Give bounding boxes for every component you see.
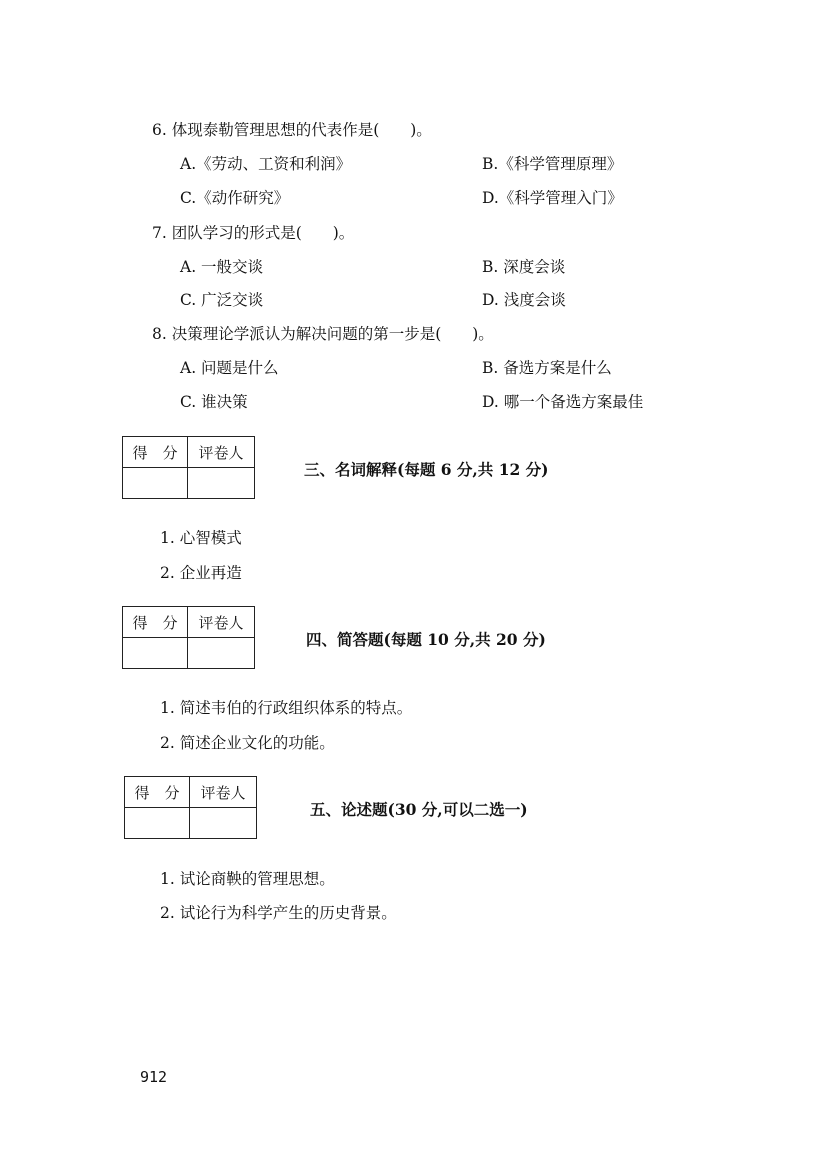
question-6-option-a: A.《劳动、工资和利润》	[180, 155, 352, 173]
section-3-title: 三、名词解释(每题 6 分,共 12 分)	[304, 460, 549, 479]
page-number: 912	[140, 1068, 168, 1086]
section-5-item-1: 1. 试论商鞅的管理思想。	[160, 870, 335, 888]
grader-label: 评卷人	[188, 607, 255, 638]
question-7-option-c: C. 广泛交谈	[180, 291, 264, 309]
question-7-option-b: B. 深度会谈	[482, 258, 566, 276]
section-4-title: 四、简答题(每题 10 分,共 20 分)	[306, 630, 546, 649]
question-7-option-a: A. 一般交谈	[180, 258, 264, 276]
score-label: 得 分	[123, 607, 188, 638]
question-7-stem: 7. 团队学习的形式是( )。	[152, 224, 355, 242]
grader-cell[interactable]	[190, 808, 257, 839]
question-6-option-d: D.《科学管理入门》	[482, 189, 623, 207]
section-5-title: 五、论述题(30 分,可以二选一)	[310, 800, 528, 819]
question-8-option-d: D. 哪一个备选方案最佳	[482, 393, 644, 411]
question-8-option-b: B. 备选方案是什么	[482, 359, 612, 377]
grader-cell[interactable]	[188, 638, 255, 669]
section-4-item-1: 1. 简述韦伯的行政组织体系的特点。	[160, 699, 413, 717]
question-7-option-d: D. 浅度会谈	[482, 291, 566, 309]
section-5-item-2: 2. 试论行为科学产生的历史背景。	[160, 904, 397, 922]
score-box-section-3	[122, 436, 255, 499]
question-8-option-c: C. 谁决策	[180, 393, 248, 411]
question-8-option-a: A. 问题是什么	[180, 359, 279, 377]
score-label: 得 分	[123, 437, 188, 468]
score-box-section-5	[124, 776, 257, 839]
score-cell[interactable]	[123, 638, 188, 669]
score-label: 得 分	[125, 777, 190, 808]
section-3-item-2: 2. 企业再造	[160, 564, 242, 582]
section-3-item-1: 1. 心智模式	[160, 529, 242, 547]
question-8-stem: 8. 决策理论学派认为解决问题的第一步是( )。	[152, 325, 494, 343]
question-6-option-c: C.《动作研究》	[180, 189, 290, 207]
grader-label: 评卷人	[188, 437, 255, 468]
score-cell[interactable]	[125, 808, 190, 839]
question-6-stem: 6. 体现泰勒管理思想的代表作是( )。	[152, 121, 432, 139]
question-6-option-b: B.《科学管理原理》	[482, 155, 623, 173]
score-cell[interactable]	[123, 468, 188, 499]
grader-cell[interactable]	[188, 468, 255, 499]
grader-label: 评卷人	[190, 777, 257, 808]
section-4-item-2: 2. 简述企业文化的功能。	[160, 734, 335, 752]
score-box-section-4	[122, 606, 255, 669]
